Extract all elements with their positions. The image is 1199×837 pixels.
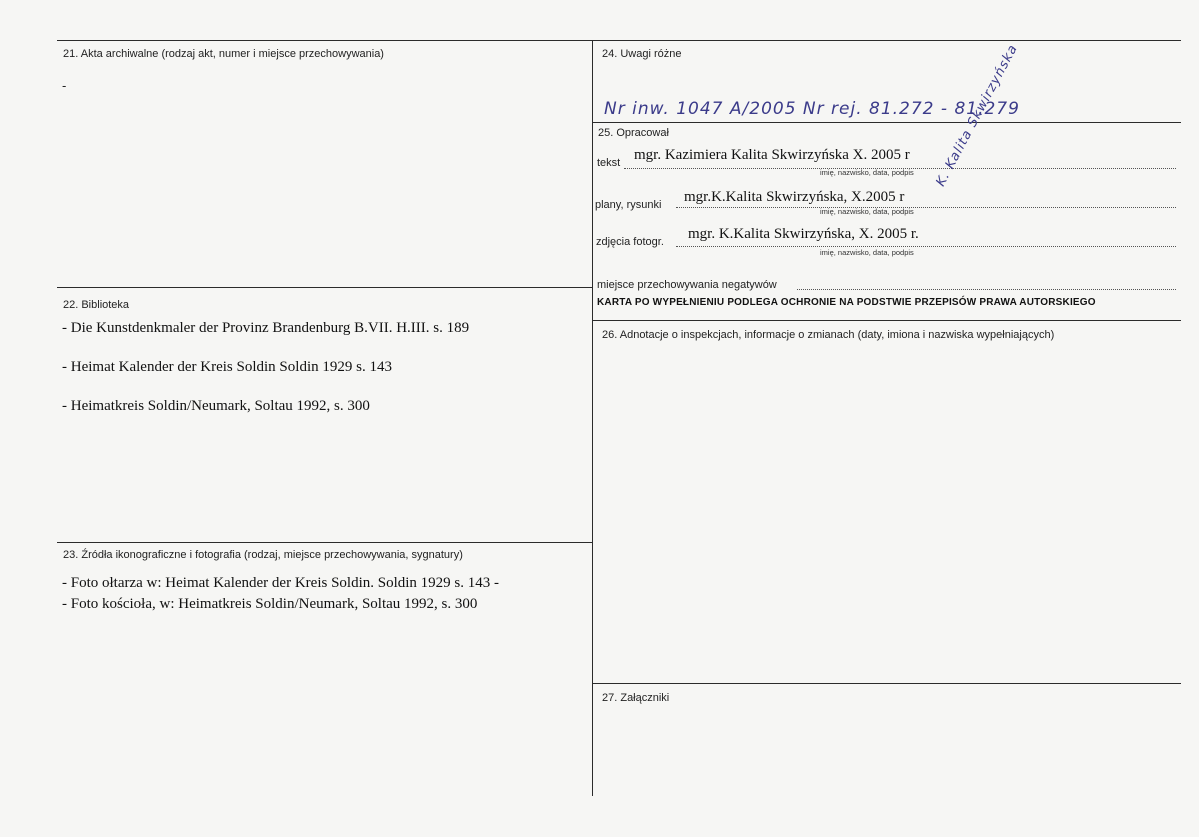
handwritten-inventory-note: Nr inw. 1047 A/2005 Nr rej. 81.272 - 81.279	[604, 99, 1020, 119]
section-25-bottom-line	[592, 320, 1181, 321]
iconography-item-2: - Foto kościoła, w: Heimatkreis Soldin/Neumark, Soltau 1992, s. 300	[62, 596, 478, 612]
row-label-tekst: tekst	[597, 157, 621, 169]
negatives-storage-label: miejsce przechowywania negatywów	[597, 279, 777, 291]
negatives-storage-dots	[797, 289, 1176, 290]
row-label-zdjecia: zdjęcia fotogr.	[596, 236, 664, 248]
section-22-title: 22. Biblioteka	[63, 299, 130, 311]
top-border-line	[57, 40, 1181, 41]
row-value-plany: mgr.K.Kalita Skwirzyńska, X.2005 r	[684, 189, 905, 205]
iconography-item-1: - Foto ołtarza w: Heimat Kalender der Kreis Soldin. Soldin 1929 s. 143 -	[62, 575, 500, 591]
section-24-bottom-line	[592, 122, 1181, 123]
section-21-bottom-line	[57, 287, 592, 288]
section-21-content: -	[62, 78, 67, 93]
library-item-2: - Heimat Kalender der Kreis Soldin Soldin 1929 s. 143	[62, 359, 392, 375]
row-caption-zdjecia: imię, nazwisko, data, podpis	[820, 248, 914, 257]
section-23-title: 23. Źródła ikonograficzne i fotografia (rodzaj, miejsce przechowywania, sygnatury)	[63, 549, 463, 561]
section-27-title: 27. Załączniki	[602, 692, 670, 704]
section-26-title: 26. Adnotacje o inspekcjach, informacje o zmianach (daty, imiona i nazwiska wypełniających)	[602, 329, 1055, 341]
library-item-3: - Heimatkreis Soldin/Neumark, Soltau 1992, s. 300	[62, 398, 370, 414]
row-dots-zdjecia	[676, 246, 1176, 247]
section-26-bottom-line	[592, 683, 1181, 684]
row-value-zdjecia: mgr. K.Kalita Skwirzyńska, X. 2005 r.	[688, 226, 919, 242]
row-value-tekst: mgr. Kazimiera Kalita Skwirzyńska X. 2005 r	[634, 147, 910, 163]
section-24-title: 24. Uwagi różne	[602, 48, 682, 60]
section-22-bottom-line	[57, 542, 592, 543]
row-caption-plany: imię, nazwisko, data, podpis	[820, 207, 914, 216]
row-label-plany: plany, rysunki	[595, 199, 662, 211]
copyright-note: KARTA PO WYPEŁNIENIU PODLEGA OCHRONIE NA PODSTWIE PRZEPISÓW PRAWA AUTORSKIEGO	[597, 297, 1096, 308]
section-21-title: 21. Akta archiwalne (rodzaj akt, numer i miejsce przechowywania)	[63, 48, 384, 60]
handwritten-signature: K. Kalita Skwirzyńska	[933, 41, 1022, 190]
section-25-title: 25. Opracował	[598, 127, 669, 139]
library-item-1: - Die Kunstdenkmaler der Provinz Brandenburg B.VII. H.III. s. 189	[62, 320, 470, 336]
row-caption-tekst: imię, nazwisko, data, podpis	[820, 168, 914, 177]
row-dots-plany	[676, 207, 1176, 208]
